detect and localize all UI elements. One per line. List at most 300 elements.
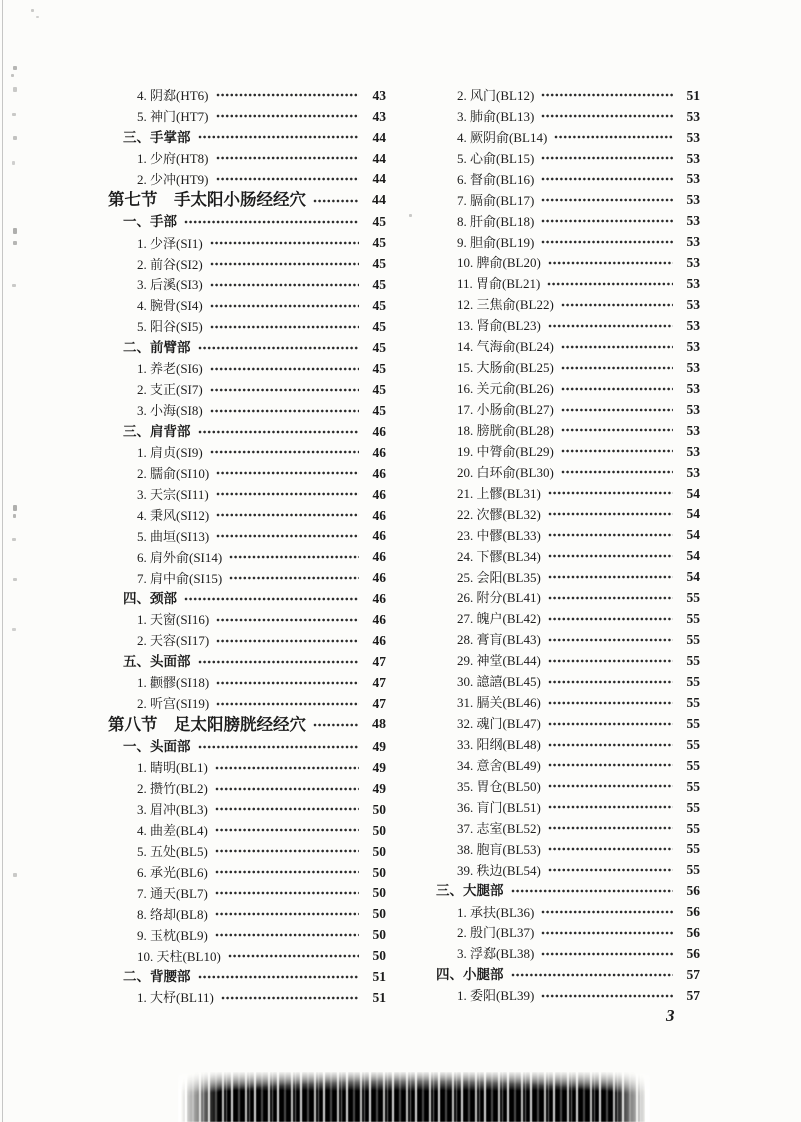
- toc-entry-item: [432, 127, 700, 148]
- entry-label: 2. 殷门(BL37): [457, 925, 535, 941]
- entry-page-number: 55: [686, 841, 700, 857]
- dot-leader: [210, 257, 359, 271]
- toc-entry-item: [105, 693, 386, 714]
- toc-entry-item: [432, 294, 700, 315]
- toc-entry-item: [432, 85, 700, 106]
- entry-page-number: 53: [686, 192, 700, 208]
- entry-page-number: 51: [686, 87, 700, 103]
- dot-leader: [216, 613, 359, 627]
- entry-label: 第八节 足太阳膀胱经经穴: [108, 714, 306, 734]
- toc-entry-item: [105, 925, 386, 946]
- toc-entry-item: [432, 483, 700, 504]
- dot-leader: [561, 403, 673, 417]
- entry-label: 3. 肺俞(BL13): [457, 108, 535, 124]
- entry-label: 1. 少泽(SI1): [137, 235, 203, 251]
- entry-page-number: 50: [372, 885, 386, 901]
- dot-leader: [541, 926, 673, 940]
- entry-page-number: 53: [686, 276, 700, 292]
- dot-leader: [561, 298, 673, 312]
- dot-leader: [548, 821, 673, 835]
- toc-entry-item: [432, 755, 700, 776]
- entry-label: 5. 神门(HT7): [137, 108, 209, 124]
- entry-label: 2. 风门(BL12): [457, 87, 535, 103]
- entry-page-number: 53: [686, 401, 700, 417]
- entry-page-number: 46: [372, 465, 386, 481]
- entry-page-number: 53: [686, 129, 700, 145]
- scan-artifact-band: [178, 1072, 650, 1122]
- entry-page-number: 45: [372, 360, 386, 376]
- toc-entry-item: [105, 946, 386, 967]
- dot-leader: [548, 319, 673, 333]
- toc-entry-item: [432, 169, 700, 190]
- entry-label: 3. 眉冲(BL3): [137, 801, 208, 817]
- scan-speck: [13, 241, 17, 245]
- toc-column-right: [432, 85, 700, 1006]
- dot-leader: [561, 423, 673, 437]
- entry-label: 1. 肩贞(SI9): [137, 444, 203, 460]
- dot-leader: [210, 320, 359, 334]
- toc-entry-item: [105, 484, 386, 505]
- dot-leader: [541, 88, 673, 102]
- entry-page-number: 46: [372, 633, 386, 649]
- dot-leader: [215, 907, 359, 921]
- dot-leader: [548, 675, 673, 689]
- entry-label: 23. 中髎(BL33): [457, 527, 541, 543]
- toc-entry-item: [105, 400, 386, 421]
- entry-page-number: 53: [686, 213, 700, 229]
- entry-label: 19. 中膂俞(BL29): [457, 443, 554, 459]
- entry-page-number: 54: [686, 485, 700, 501]
- toc-entry-item: [432, 692, 700, 713]
- toc-entry-item: [105, 568, 386, 589]
- scan-speck: [13, 87, 17, 92]
- dot-leader: [548, 486, 673, 500]
- toc-entry-item: [432, 525, 700, 546]
- entry-label: 7. 通天(BL7): [137, 885, 208, 901]
- entry-label: 24. 下髎(BL34): [457, 548, 541, 564]
- toc-entry-item: [105, 148, 386, 169]
- toc-entry-item: [105, 358, 386, 379]
- entry-label: 6. 承光(BL6): [137, 864, 208, 880]
- dot-leader: [548, 507, 673, 521]
- entry-label: 21. 上髎(BL31): [457, 485, 541, 501]
- scan-speck: [31, 9, 34, 12]
- toc-entry-item: [432, 546, 700, 567]
- dot-leader: [561, 444, 673, 458]
- entry-label: 6. 肩外俞(SI14): [137, 549, 223, 565]
- toc-entry-item: [432, 336, 700, 357]
- entry-label: 30. 譩譆(BL45): [457, 674, 541, 690]
- entry-page-number: 45: [372, 340, 386, 356]
- scan-speck: [12, 113, 16, 116]
- scan-edge-line: [2, 0, 3, 1122]
- entry-label: 16. 关元俞(BL26): [457, 381, 554, 397]
- entry-page-number: 46: [372, 423, 386, 439]
- entry-label: 9. 玉枕(BL9): [137, 927, 208, 943]
- toc-entry-item: [432, 106, 700, 127]
- dot-leader: [548, 779, 673, 793]
- dot-leader: [216, 109, 360, 123]
- toc-entry-item: [105, 379, 386, 400]
- toc-entry-item: [105, 85, 386, 106]
- toc-entry-item: [432, 797, 700, 818]
- toc-entry-sub: [105, 337, 386, 358]
- entry-label: 5. 曲垣(SI13): [137, 528, 210, 544]
- toc-entry-item: [432, 923, 700, 944]
- toc-entry-item: [432, 232, 700, 253]
- dot-leader: [541, 109, 673, 123]
- dot-leader: [541, 947, 673, 961]
- entry-page-number: 51: [372, 990, 386, 1006]
- dot-leader: [228, 949, 359, 963]
- toc-entry-sub: [105, 421, 386, 442]
- entry-page-number: 46: [372, 507, 386, 523]
- toc-entry-item: [432, 273, 700, 294]
- dot-leader: [198, 130, 360, 144]
- dot-leader: [541, 172, 673, 186]
- dot-leader: [216, 634, 359, 648]
- entry-page-number: 53: [686, 380, 700, 396]
- entry-label: 38. 胞肓(BL53): [457, 841, 541, 857]
- entry-page-number: 48: [372, 717, 386, 733]
- toc-entry-item: [105, 610, 386, 631]
- entry-page-number: 55: [686, 590, 700, 606]
- toc-entry-sub: [105, 589, 386, 610]
- entry-label: 29. 神堂(BL44): [457, 653, 541, 669]
- entry-label: 18. 膀胱俞(BL28): [457, 422, 554, 438]
- scan-speck: [13, 66, 17, 70]
- entry-page-number: 56: [686, 946, 700, 962]
- scan-speck: [13, 873, 17, 877]
- dot-leader: [216, 172, 360, 186]
- scan-speck: [13, 505, 17, 511]
- toc-entry-item: [105, 233, 386, 254]
- toc-entry-item: [105, 862, 386, 883]
- dot-leader: [313, 194, 359, 208]
- entry-label: 二、前臂部: [123, 340, 191, 356]
- entry-page-number: 54: [686, 527, 700, 543]
- entry-label: 6. 督俞(BL16): [457, 171, 535, 187]
- entry-page-number: 50: [372, 822, 386, 838]
- entry-page-number: 44: [372, 150, 386, 166]
- entry-label: 1. 睛明(BL1): [137, 760, 208, 776]
- scan-speck: [12, 161, 15, 165]
- entry-label: 1. 天窗(SI16): [137, 612, 210, 628]
- toc-entry-item: [105, 526, 386, 547]
- toc-entry-item: [432, 734, 700, 755]
- toc-entry-sub: [105, 736, 386, 757]
- entry-label: 31. 膈关(BL46): [457, 695, 541, 711]
- toc-entry-item: [432, 253, 700, 274]
- entry-page-number: 50: [372, 801, 386, 817]
- dot-leader: [198, 740, 360, 754]
- entry-page-number: 55: [686, 715, 700, 731]
- entry-page-number: 46: [372, 444, 386, 460]
- dot-leader: [313, 718, 359, 732]
- entry-page-number: 45: [372, 235, 386, 251]
- toc-entry-item: [105, 254, 386, 275]
- entry-page-number: 57: [686, 988, 700, 1004]
- dot-leader: [541, 989, 673, 1003]
- entry-page-number: 46: [372, 549, 386, 565]
- toc-entry-item: [432, 713, 700, 734]
- toc-entry-item: [432, 462, 700, 483]
- entry-page-number: 53: [686, 255, 700, 271]
- dot-leader: [548, 654, 673, 668]
- entry-page-number: 56: [686, 925, 700, 941]
- dot-leader: [210, 236, 359, 250]
- entry-label: 8. 络却(BL8): [137, 906, 208, 922]
- entry-label: 2. 听宫(SI19): [137, 696, 210, 712]
- entry-page-number: 53: [686, 338, 700, 354]
- dot-leader: [215, 823, 359, 837]
- dot-leader: [561, 382, 673, 396]
- entry-label: 2. 少冲(HT9): [137, 171, 209, 187]
- entry-label: 4. 阴郄(HT6): [137, 87, 209, 103]
- entry-label: 4. 腕骨(SI4): [137, 298, 203, 314]
- entry-page-number: 55: [686, 778, 700, 794]
- toc-entry-item: [432, 190, 700, 211]
- dot-leader: [215, 928, 359, 942]
- entry-page-number: 47: [372, 675, 386, 691]
- dot-leader: [210, 278, 359, 292]
- entry-page-number: 55: [686, 862, 700, 878]
- entry-label: 二、背腰部: [123, 969, 191, 985]
- toc-entry-item: [432, 441, 700, 462]
- toc-entry-item: [105, 883, 386, 904]
- toc-entry-item: [105, 169, 386, 190]
- dot-leader: [215, 886, 359, 900]
- scan-speck: [12, 628, 16, 631]
- toc-entry-item: [432, 629, 700, 650]
- dot-leader: [547, 277, 673, 291]
- toc-entry-item: [432, 420, 700, 441]
- entry-label: 32. 魂门(BL47): [457, 716, 541, 732]
- toc-entry-item: [105, 904, 386, 925]
- entry-page-number: 54: [686, 506, 700, 522]
- entry-page-number: 53: [686, 359, 700, 375]
- dot-leader: [548, 863, 673, 877]
- toc-entry-item: [105, 987, 386, 1008]
- scan-speck: [12, 284, 16, 287]
- entry-label: 四、颈部: [123, 591, 177, 607]
- entry-page-number: 47: [372, 654, 386, 670]
- dot-leader: [184, 215, 359, 229]
- entry-label: 5. 阳谷(SI5): [137, 319, 203, 335]
- entry-label: 4. 秉风(SI12): [137, 507, 210, 523]
- scan-speck: [13, 136, 17, 140]
- toc-column-left: [105, 85, 386, 1008]
- dot-leader: [548, 717, 673, 731]
- entry-label: 1. 承扶(BL36): [457, 904, 535, 920]
- entry-label: 第七节 手太阳小肠经经穴: [108, 190, 306, 210]
- toc-entry-sub: [105, 212, 386, 233]
- dot-leader: [548, 591, 673, 605]
- entry-page-number: 53: [686, 318, 700, 334]
- toc-entry-item: [105, 106, 386, 127]
- toc-entry-item: [432, 985, 700, 1006]
- entry-label: 5. 五处(BL5): [137, 843, 208, 859]
- entry-label: 2. 攒竹(BL2): [137, 781, 208, 797]
- entry-page-number: 46: [372, 612, 386, 628]
- dot-leader: [511, 884, 674, 898]
- scan-speck: [11, 74, 14, 77]
- entry-label: 2. 支正(SI7): [137, 382, 203, 398]
- entry-label: 15. 大肠俞(BL25): [457, 360, 554, 376]
- dot-leader: [548, 738, 673, 752]
- entry-page-number: 44: [372, 129, 386, 145]
- entry-page-number: 49: [372, 780, 386, 796]
- entry-page-number: 45: [372, 381, 386, 397]
- entry-label: 26. 附分(BL41): [457, 590, 541, 606]
- entry-page-number: 43: [372, 87, 386, 103]
- entry-label: 1. 少府(HT8): [137, 150, 209, 166]
- entry-label: 1. 委阳(BL39): [457, 988, 535, 1004]
- entry-label: 10. 天柱(BL10): [137, 948, 221, 964]
- dot-leader: [198, 425, 360, 439]
- entry-label: 2. 臑俞(SI10): [137, 465, 210, 481]
- toc-entry-item: [432, 776, 700, 797]
- dot-leader: [216, 676, 359, 690]
- dot-leader: [548, 800, 673, 814]
- entry-page-number: 53: [686, 234, 700, 250]
- dot-leader: [210, 362, 359, 376]
- dot-leader: [215, 844, 359, 858]
- entry-label: 37. 志室(BL52): [457, 820, 541, 836]
- scan-speck: [409, 214, 412, 217]
- toc-entry-item: [105, 463, 386, 484]
- dot-leader: [184, 592, 359, 606]
- entry-page-number: 55: [686, 799, 700, 815]
- entry-page-number: 50: [372, 927, 386, 943]
- dot-leader: [215, 865, 359, 879]
- dot-leader: [561, 340, 673, 354]
- entry-page-number: 46: [372, 528, 386, 544]
- entry-page-number: 44: [372, 171, 386, 187]
- entry-page-number: 49: [372, 759, 386, 775]
- entry-label: 34. 意舍(BL49): [457, 757, 541, 773]
- entry-page-number: 53: [686, 171, 700, 187]
- toc-entry-section: [105, 190, 386, 212]
- dot-leader: [198, 655, 360, 669]
- entry-page-number: 55: [686, 757, 700, 773]
- toc-entry-item: [105, 295, 386, 316]
- entry-page-number: 50: [372, 864, 386, 880]
- dot-leader: [221, 991, 359, 1005]
- toc-entry-item: [105, 799, 386, 820]
- dot-leader: [541, 235, 673, 249]
- toc-entry-item: [105, 316, 386, 337]
- entry-label: 3. 天宗(SI11): [137, 486, 209, 502]
- toc-entry-item: [432, 608, 700, 629]
- entry-page-number: 53: [686, 150, 700, 166]
- entry-label: 11. 胃俞(BL21): [457, 276, 541, 292]
- entry-label: 22. 次髎(BL32): [457, 506, 541, 522]
- entry-page-number: 55: [686, 673, 700, 689]
- toc-entry-item: [105, 547, 386, 568]
- entry-page-number: 57: [686, 967, 700, 983]
- entry-label: 2. 天容(SI17): [137, 633, 210, 649]
- toc-entry-sub: [432, 964, 700, 985]
- entry-page-number: 46: [372, 570, 386, 586]
- toc-entry-sub: [432, 881, 700, 902]
- entry-page-number: 46: [372, 486, 386, 502]
- entry-page-number: 55: [686, 653, 700, 669]
- entry-label: 3. 小海(SI8): [137, 403, 203, 419]
- entry-label: 1. 养老(SI6): [137, 361, 203, 377]
- dot-leader: [216, 529, 359, 543]
- toc-entry-item: [432, 818, 700, 839]
- entry-label: 33. 阳纲(BL48): [457, 737, 541, 753]
- dot-leader: [561, 465, 673, 479]
- entry-label: 1. 颧髎(SI18): [137, 675, 210, 691]
- toc-entry-item: [432, 378, 700, 399]
- toc-entry-item: [105, 275, 386, 296]
- entry-label: 14. 气海俞(BL24): [457, 339, 554, 355]
- toc-entry-item: [432, 902, 700, 923]
- entry-label: 五、头面部: [123, 654, 191, 670]
- toc-entry-sub: [105, 651, 386, 672]
- toc-entry-item: [105, 757, 386, 778]
- entry-label: 2. 前谷(SI2): [137, 256, 203, 272]
- dot-leader: [541, 905, 673, 919]
- entry-page-number: 45: [372, 319, 386, 335]
- toc-entry-item: [432, 399, 700, 420]
- dot-leader: [216, 466, 359, 480]
- entry-label: 三、肩背部: [123, 423, 191, 439]
- dot-leader: [541, 214, 673, 228]
- toc-entry-sub: [105, 127, 386, 148]
- entry-label: 一、手部: [123, 214, 177, 230]
- dot-leader: [548, 612, 673, 626]
- entry-label: 7. 肩中俞(SI15): [137, 570, 223, 586]
- dot-leader: [548, 633, 673, 647]
- entry-page-number: 47: [372, 695, 386, 711]
- dot-leader: [548, 570, 673, 584]
- entry-page-number: 55: [686, 694, 700, 710]
- toc-entry-item: [432, 943, 700, 964]
- entry-page-number: 56: [686, 904, 700, 920]
- entry-label: 3. 浮郄(BL38): [457, 946, 535, 962]
- entry-page-number: 50: [372, 843, 386, 859]
- dot-leader: [216, 487, 359, 501]
- entry-page-number: 45: [372, 256, 386, 272]
- dot-leader: [548, 256, 673, 270]
- dot-leader: [548, 528, 673, 542]
- toc-entry-item: [432, 588, 700, 609]
- entry-label: 8. 肝俞(BL18): [457, 213, 535, 229]
- toc-entry-sub: [105, 967, 386, 988]
- toc-entry-item: [105, 672, 386, 693]
- entry-label: 10. 脾俞(BL20): [457, 255, 541, 271]
- entry-page-number: 53: [686, 108, 700, 124]
- toc-entry-item: [432, 148, 700, 169]
- toc-entry-item: [432, 567, 700, 588]
- dot-leader: [216, 697, 359, 711]
- toc-entry-item: [432, 650, 700, 671]
- entry-label: 20. 白环俞(BL30): [457, 464, 554, 480]
- entry-label: 39. 秩边(BL54): [457, 862, 541, 878]
- entry-page-number: 50: [372, 906, 386, 922]
- dot-leader: [561, 361, 673, 375]
- entry-page-number: 53: [686, 464, 700, 480]
- entry-label: 5. 心俞(BL15): [457, 150, 535, 166]
- toc-entry-item: [432, 504, 700, 525]
- dot-leader: [548, 842, 673, 856]
- entry-page-number: 53: [686, 297, 700, 313]
- entry-page-number: 55: [686, 632, 700, 648]
- dot-leader: [198, 341, 360, 355]
